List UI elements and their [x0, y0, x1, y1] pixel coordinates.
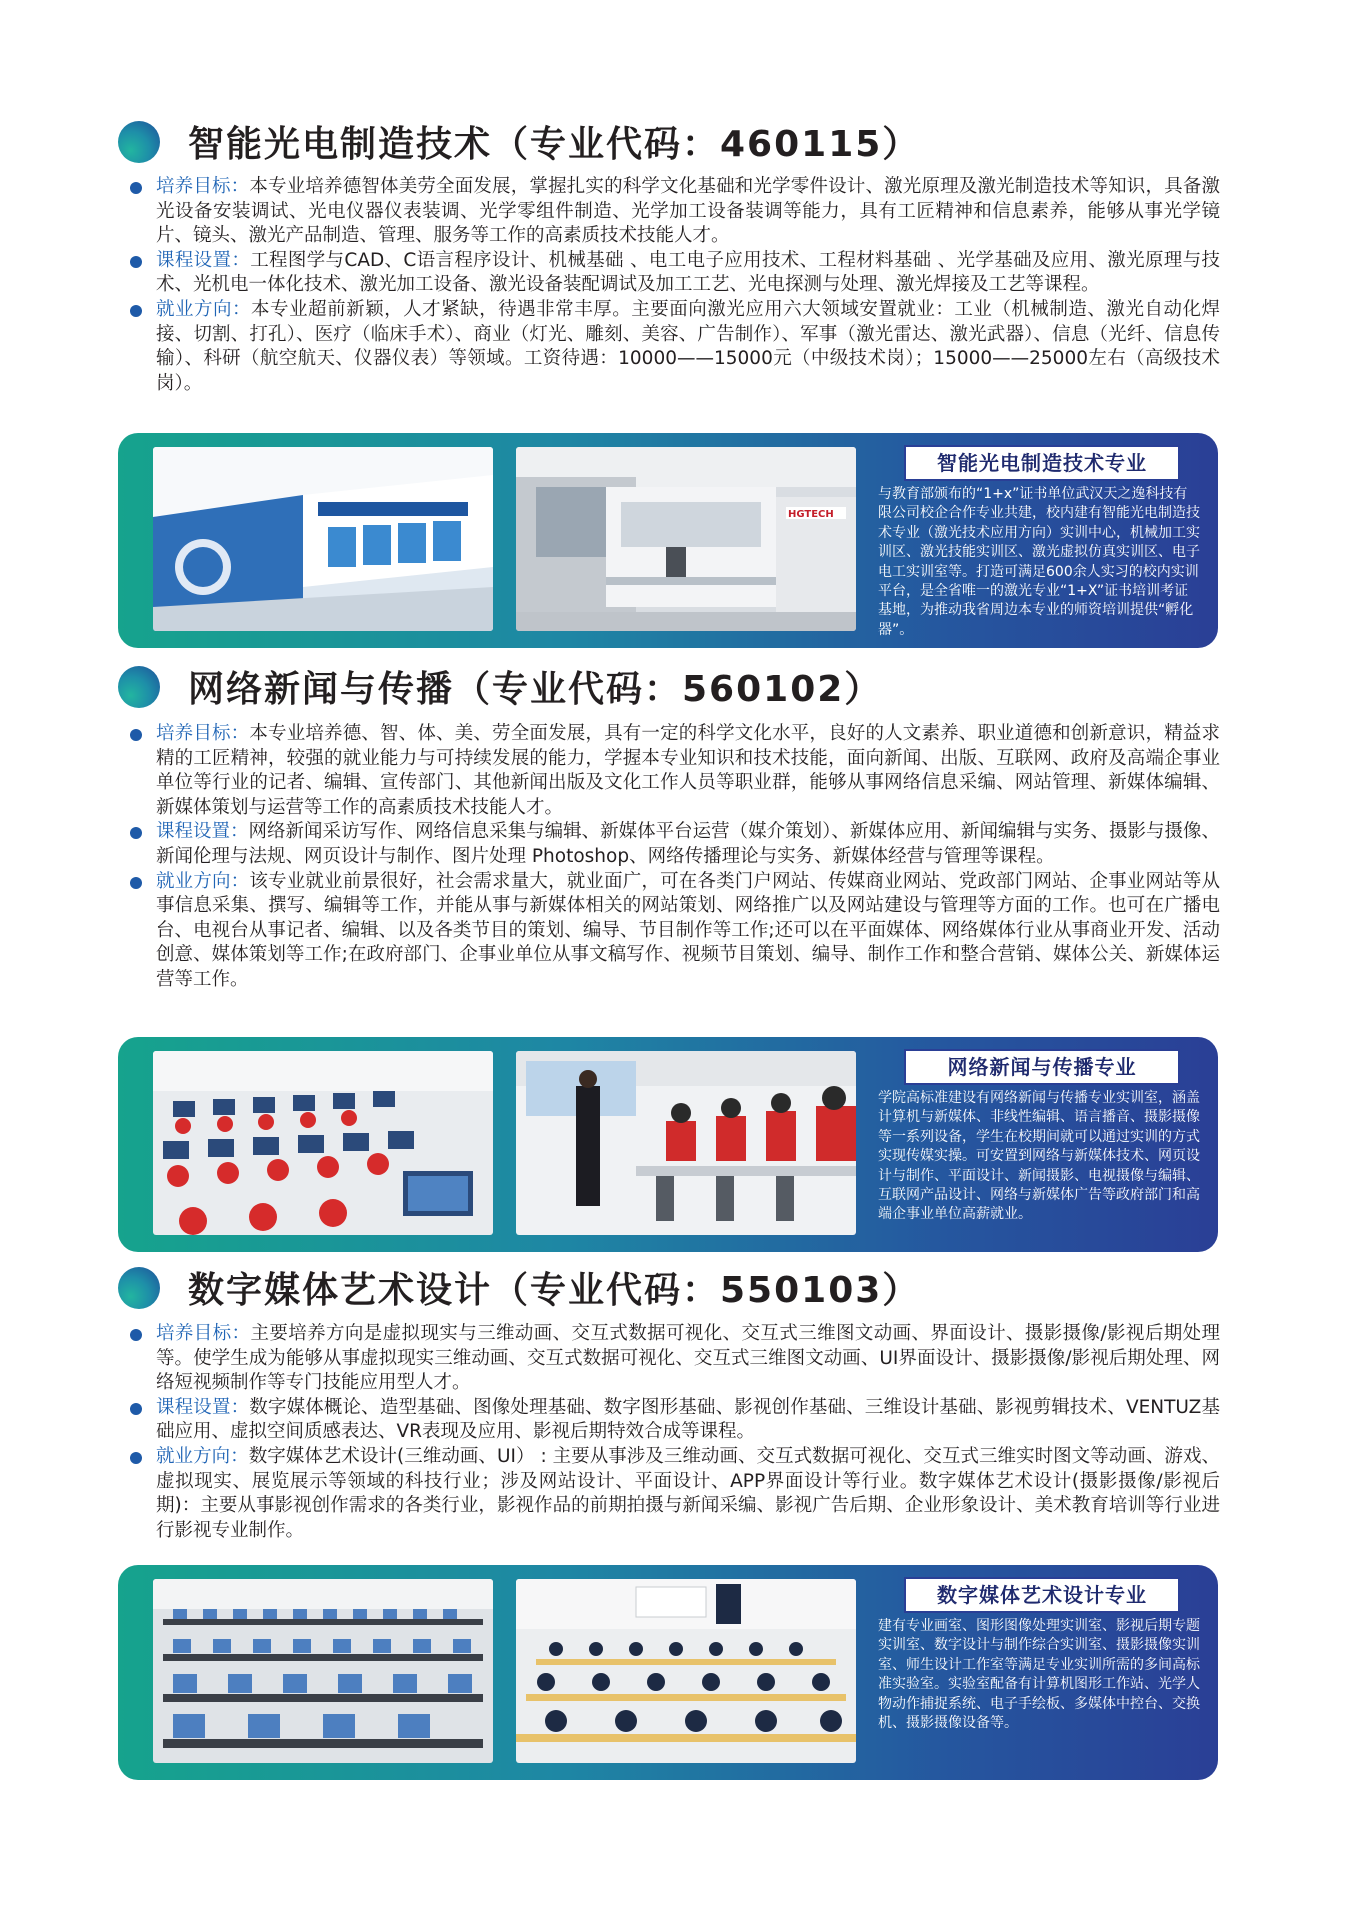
panel-text: 学院高标准建设有网络新闻与传播专业实训室，涵盖计算机与新媒体、非线性编辑、语言播音、摄影摄像等一系列设备，学生在校期间就可以通过实训的方式实现传媒实操。可安置到网络与新媒体技术、网页设计与制作、平面设计、新闻摄影、电视摄像与编辑、互联网产品设计、网络与新媒体广告等政府部门和高端企事业单位高薪就业。: [878, 1090, 1200, 1223]
dot-bullet-icon: [130, 729, 142, 741]
item-text: 数字媒体艺术设计(三维动画、UI） : 主要从事涉及三维动画、交互式数据可视化、交互式三维实时图文等动画、游戏、虚拟现实、展览展示等领域的科技行业；涉及网站设计、平面设计、APP界面设计等行业。数字媒体艺术设计(摄影摄像/影视后期)：主要从事影视创作需求的各类行业，影视作品的前期拍摄与新闻采编、影视广告后期、企业形象设计、美术教育培训等行业进行影视专业制作。: [156, 1445, 1220, 1541]
item-text: 本专业培养德智体美劳全面发展，掌握扎实的科学文化基础和光学零件设计、激光原理及激光制造技术等知识，具备激光设备安装调试、光电仪器仪表装调、光学零组件制造、光学加工设备装调等能力，具有工匠精神和信息素养，能够从事光学镜片、镜头、激光产品制造、管理、服务等工作的高素质技术技能人才。: [156, 176, 1220, 247]
panel-title: 智能光电制造技术专业: [904, 445, 1180, 481]
item-goal: [130, 1322, 1220, 1396]
item-label: 就业方向：: [156, 298, 252, 320]
dot-bullet-icon: [130, 182, 142, 194]
circle-bullet-icon: [118, 1267, 160, 1309]
design-lab-photo: [153, 1579, 493, 1763]
section-items: [130, 722, 1220, 993]
facility-panel: [118, 1037, 1218, 1252]
item-goal: [130, 722, 1220, 820]
panel-text: 建有专业画室、图形图像处理实训室、影视后期专题实训室、数字设计与制作综合实训室、摄影摄像实训室、师生设计工作室等满足专业实训所需的多间高标准实验室。实验室配备有计算机图形工作站、光学人物动作捕捉系统、电子手绘板、多媒体中控台、交换机、摄影摄像设备等。: [878, 1618, 1200, 1732]
item-career: [130, 1445, 1220, 1543]
section-items: [130, 1322, 1220, 1543]
facility-panel: [118, 433, 1218, 648]
item-label: 课程设置：: [156, 249, 251, 271]
item-label: 就业方向：: [156, 870, 250, 892]
dot-bullet-icon: [130, 305, 142, 317]
item-text: 网络新闻采访写作、网络信息采集与编辑、新媒体平台运营（媒介策划）、新媒体应用、新闻编辑与实务、摄影与摄像、新闻伦理与法规、网页设计与制作、图片处理 Photoshop、网络传播理论与实务、新媒体经营与管理等课程。: [156, 821, 1220, 867]
facility-panel: [118, 1565, 1218, 1780]
dot-bullet-icon: [130, 827, 142, 839]
training-base-photo: [153, 447, 493, 631]
item-career: [130, 870, 1220, 993]
laser-lab-photo: [516, 447, 856, 631]
section-heading: [118, 661, 882, 712]
item-text: 工程图学与CAD、C语言程序设计、机械基础 、电工电子应用技术、工程材料基础 、光学基础及应用、激光原理与技术、光机电一体化技术、激光加工设备、激光设备装配调试及加工工艺、光电探测与处理、激光焊接及工艺等课程。: [156, 249, 1220, 296]
section-title: 智能光电制造技术（专业代码：460115）: [188, 124, 921, 165]
dot-bullet-icon: [130, 1329, 142, 1341]
dot-bullet-icon: [130, 256, 142, 268]
item-label: 培养目标：: [156, 1323, 251, 1344]
dot-bullet-icon: [130, 877, 142, 889]
panel-text: 与教育部颁布的“1+x”证书单位武汉天之逸科技有限公司校企合作专业共建，校内建有智能光电制造技术专业（激光技术应用方向）实训中心，机械加工实训区、激光技能实训区、激光虚拟仿真实训区、电子电工实训室等。打造可满足600余人实习的校内实训平台，是全省唯一的激光专业“1+X”证书培训考证基地，为推动我省周边本专业的师资培训提供“孵化器”。: [878, 486, 1200, 638]
item-label: 培养目标：: [156, 176, 250, 197]
panel-title: 网络新闻与传播专业: [904, 1049, 1180, 1085]
hgtech-logo: HGTECH: [788, 509, 834, 520]
item-label: 培养目标：: [156, 723, 250, 744]
item-label: 课程设置：: [156, 1396, 250, 1418]
item-courses: [130, 249, 1220, 298]
item-goal: [130, 175, 1220, 249]
item-text: 本专业超前新颖，人才紧缺，待遇非常丰厚。主要面向激光应用六大领域安置就业：工业（机械制造、激光自动化焊接、切割、打孔）、医疗（临床手术）、商业（灯光、雕刻、美容、广告制作）、军事（激光雷达、激光武器）、信息（光纤、信息传输）、科研（航空航天、仪器仪表）等领域。工资待遇：10000——15000元（中级技术岗）；15000——25000左右（高级技术岗）。: [156, 298, 1220, 394]
item-courses: [130, 820, 1220, 869]
item-career: [130, 298, 1220, 396]
media-classroom-photo: [516, 1051, 856, 1235]
item-courses: [130, 1396, 1220, 1445]
circle-bullet-icon: [118, 666, 160, 708]
dot-bullet-icon: [130, 1403, 142, 1415]
computer-lab-photo: [153, 1051, 493, 1235]
circle-bullet-icon: [118, 121, 160, 163]
section-heading: [118, 116, 920, 167]
item-text: 该专业就业前景很好，社会需求量大，就业面广，可在各类门户网站、传媒商业网站、党政部门网站、企事业网站等从事信息采集、撰写、编辑等工作，并能从事与新媒体相关的网站策划、网络推广以及网站建设与管理等方面的工作。也可在广播电台、电视台从事记者、编辑、以及各类节目的策划、编导、节目制作等工作;还可以在平面媒体、网络媒体行业从事商业开发、活动创意、媒体策划等工作;在政府部门、企事业单位从事文稿写作、视频节目策划、编导、制作工作和整合营销、媒体公关、新媒体运营等工作。: [156, 870, 1220, 990]
item-text: 数字媒体概论、造型基础、图像处理基础、数字图形基础、影视创作基础、三维设计基础、影视剪辑技术、VENTUZ基础应用、虚拟空间质感表达、VR表现及应用、影视后期特效合成等课程。: [156, 1396, 1220, 1443]
section-items: [130, 175, 1220, 396]
panel-title: 数字媒体艺术设计专业: [904, 1577, 1180, 1613]
dot-bullet-icon: [130, 1452, 142, 1464]
section-title: 数字媒体艺术设计（专业代码：550103）: [188, 1270, 921, 1311]
lecture-classroom-photo: [516, 1579, 856, 1763]
section-title: 网络新闻与传播（专业代码：560102）: [188, 669, 883, 710]
item-text: 本专业培养德、智、体、美、劳全面发展，具有一定的科学文化水平，良好的人文素养、职业道德和创新意识，精益求精的工匠精神，较强的就业能力与可持续发展的能力，学握本专业知识和技术技能，面向新闻、出版、互联网、政府及高端企事业单位等行业的记者、编辑、宣传部门、其他新闻出版及文化工作人员等职业群，能够从事网络信息采编、网站管理、新媒体编辑、新媒体策划与运营等工作的高素质技术技能人才。: [156, 723, 1220, 818]
item-label: 就业方向：: [156, 1445, 249, 1467]
item-label: 课程设置：: [156, 821, 249, 843]
section-heading: [118, 1262, 920, 1313]
item-text: 主要培养方向是虚拟现实与三维动画、交互式数据可视化、交互式三维图文动画、界面设计、摄影摄像/影视后期处理等。使学生成为能够从事虚拟现实三维动画、交互式数据可视化、交互式三维图文动画、UI界面设计、摄影摄像/影视后期处理、网络短视频制作等专门技能应用型人才。: [156, 1323, 1220, 1394]
